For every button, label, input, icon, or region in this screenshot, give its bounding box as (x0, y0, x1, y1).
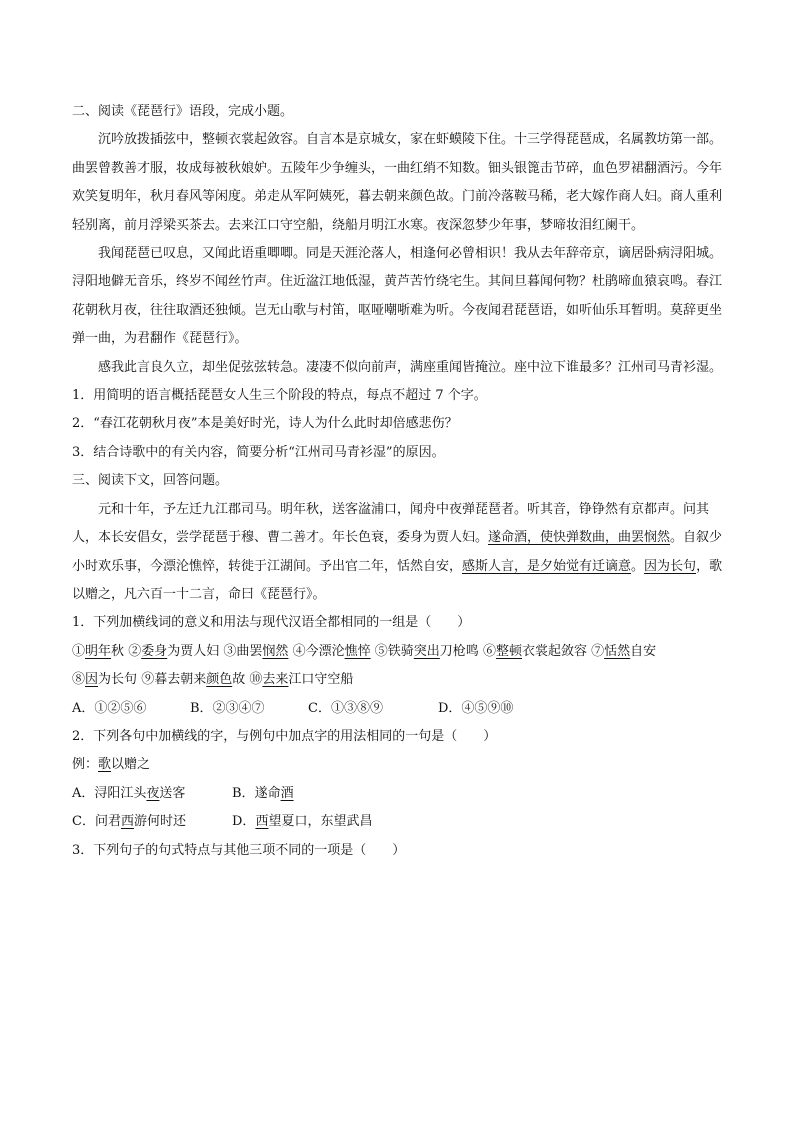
question-3-1-choices (72, 695, 724, 723)
question-2-1: 1．用简明的语言概括琵琶女人生三个阶段的特点，每点不超过 7 个字。 (72, 388, 487, 404)
choice-c: C．①③⑧⑨ (308, 700, 383, 716)
choice-b: B．遂命酒 (232, 785, 294, 801)
item-2: ②委身为贾人妇 (128, 643, 220, 659)
question-3-2-example: 例：歌以赠之 (72, 757, 151, 773)
item-3: ③曲罢悯然 (223, 643, 289, 659)
poem-paragraph-3: 感我此言良久立，却坐促弦弦转急。凄凄不似向前声，满座重闻皆掩泣。座中泣下谁最多？江州司马青衫湿。 (98, 359, 723, 375)
question-2-2: 2．“春江花朝秋月夜”本是美好时光，诗人为什么此时却倍感悲伤？ (72, 416, 458, 432)
question-3-1-items-row-2 (72, 666, 724, 694)
choice-d: D．④⑤⑨⑩ (438, 700, 514, 716)
question-2-3: 3．结合诗歌中的有关内容，简要分析“江州司马青衫湿”的原因。 (72, 444, 445, 460)
item-7: ⑦恬然自安 (591, 643, 657, 659)
item-1: ①明年秋 (72, 643, 125, 659)
preface-underlined-1: 遂命酒，使快弹数曲，曲罢悯然 (488, 530, 671, 546)
choice-a: A．浔阳江头夜送客 (72, 785, 186, 801)
document-content (72, 98, 724, 865)
item-9: ⑨暮去朝来颜色故 (141, 672, 246, 688)
item-4: ④今漂沦憔悴 (292, 643, 371, 659)
item-5: ⑤铁骑突出刀枪鸣 (374, 643, 479, 659)
question-3-3-stem: 3．下列句子的句式特点与其他三项不同的一项是（ ） (72, 842, 406, 858)
choice-a: A．①②⑤⑥ (72, 700, 147, 716)
choice-c: C．问君西游何时还 (72, 814, 186, 830)
question-3-2-choices-row-2 (72, 808, 724, 836)
question-3-1-stem: 1．下列加横线词的意义和用法与现代汉语全都相同的一组是（ ） (72, 615, 471, 631)
example-underlined: 歌 (98, 757, 112, 773)
choice-d: D．西望夏口，东望武昌 (232, 814, 373, 830)
question-3-2-stem: 2．下列各句中加横线的字，与例句中加点字的用法相同的一句是（ ） (72, 728, 497, 744)
poem-paragraph-1: 沉吟放拨插弦中，整顿衣裳起敛容。自言本是京城女，家在虾蟆陵下住。十三学得琵琶成，名属教坊第一部。曲罢曾教善才服，妆成每被秋娘妒。五陵年少争缠头，一曲红绡不知数。钿头银篦击节碎，血色罗裙翻酒污。今年欢笑复明年，秋月春风等闲度。弟走从军阿姨死，暮去朝来颜色故。门前冷落鞍马稀，老大嫁作商人妇。商人重利轻别离，前月浮梁买茶去。去来江口守空船，绕船月明江水寒。夜深忽梦少年事，梦啼妆泪红阑干。 (72, 132, 723, 233)
preface-underlined-2: 感斯人言，是夕始觉有迁谪意 (462, 558, 632, 574)
preface-text-c: 。 (631, 558, 645, 574)
section-3-heading: 三、阅读下文，回答问题。 (72, 473, 229, 489)
question-3-1-items-row-1 (72, 638, 724, 666)
question-3-2-choices-row-1 (72, 780, 724, 808)
poem-paragraph-2: 我闻琵琶已叹息，又闻此语重唧唧。同是天涯沦落人，相逢何必曾相识！我从去年辞帝京，谪居卧病浔阳城。浔阳地僻无音乐，终岁不闻丝竹声。住近湓江地低湿，黄芦苦竹绕宅生。其间旦暮闻何物？杜鹃啼血猿哀鸣。春江花朝秋月夜，往往取酒还独倾。岂无山歌与村笛，呕哑嘲哳难为听。今夜闻君琵琶语，如听仙乐耳暂明。莫辞更坐弹一曲，为君翻作《琵琶行》。 (72, 246, 723, 347)
item-6: ⑥整顿衣裳起敛容 (482, 643, 587, 659)
choice-b: B．②③④⑦ (190, 700, 265, 716)
preface-underlined-3: 因为长句 (644, 558, 697, 574)
preface-text-d: ，歌以赠之，凡六百一十二言，命曰《琵琶行》。 (72, 558, 723, 602)
item-10: ⑩去来江口守空船 (249, 672, 354, 688)
preface-text-b: 。自叙少小时欢乐事，今漂沦憔悴，转徙于江湖间。予出官二年，恬然自安， (72, 530, 723, 574)
preface-paragraph (72, 496, 724, 610)
preface-text-a: 元和十年，予左迁九江郡司马。明年秋，送客湓浦口，闻舟中夜弹琵琶者。听其音，铮铮然有京都声。问其人，本长安倡女，尝学琵琶于穆、曹二善才。年长色衰，委身为贾人妇。 (72, 501, 710, 546)
item-8: ⑧因为长句 (72, 672, 138, 688)
section-2-heading: 二、阅读《琵琶行》语段，完成小题。 (72, 104, 294, 119)
